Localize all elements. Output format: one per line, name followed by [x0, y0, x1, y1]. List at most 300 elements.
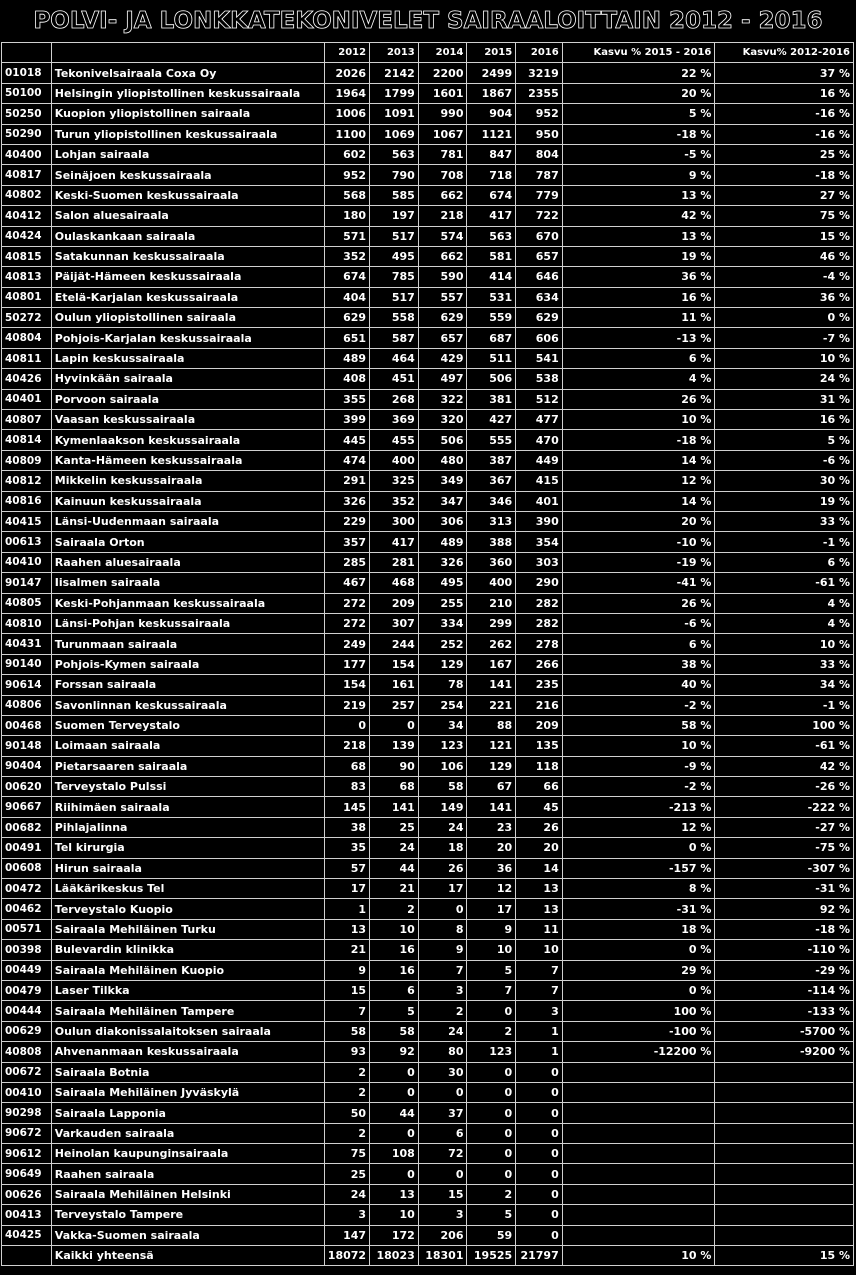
- growth-2015-2016: -100 %: [562, 1021, 715, 1041]
- value-2016: 7: [516, 980, 563, 1000]
- growth-2015-2016: 42 %: [562, 206, 715, 226]
- value-2013: 307: [370, 613, 419, 633]
- hospital-code: 40810: [2, 613, 52, 633]
- value-2012: 352: [324, 246, 369, 266]
- table-row: [2, 899, 854, 919]
- value-2016: 722: [516, 206, 563, 226]
- value-2012: 1006: [324, 104, 369, 124]
- column-header: Kasvu % 2015 - 2016: [562, 43, 715, 63]
- value-2014: 0: [418, 1164, 467, 1184]
- value-2016: 3: [516, 1001, 563, 1021]
- table-row: [2, 206, 854, 226]
- hospital-code: 00449: [2, 960, 52, 980]
- growth-2012-2016: -18 %: [715, 165, 854, 185]
- growth-2012-2016: 75 %: [715, 206, 854, 226]
- value-2014: 18301: [418, 1246, 467, 1266]
- table-header-row: [2, 43, 854, 63]
- growth-2015-2016: -31 %: [562, 899, 715, 919]
- growth-2012-2016: 25 %: [715, 144, 854, 164]
- value-2016: 14: [516, 858, 563, 878]
- value-2016: 449: [516, 450, 563, 470]
- growth-2015-2016: 11 %: [562, 308, 715, 328]
- value-2013: 0: [370, 1062, 419, 1082]
- hospital-name: Suomen Terveystalo: [51, 715, 324, 735]
- value-2014: 18: [418, 838, 467, 858]
- table-row: [2, 1042, 854, 1062]
- hospital-name: Päijät-Hämeen keskussairaala: [51, 267, 324, 287]
- value-2012: 3: [324, 1205, 369, 1225]
- hospital-code: 40813: [2, 267, 52, 287]
- value-2015: 0: [467, 1062, 516, 1082]
- value-2016: 541: [516, 348, 563, 368]
- value-2012: 83: [324, 777, 369, 797]
- column-header: 2016: [516, 43, 563, 63]
- value-2013: 1069: [370, 124, 419, 144]
- table-row: [2, 1021, 854, 1041]
- value-2016: 135: [516, 736, 563, 756]
- value-2013: 0: [370, 1123, 419, 1143]
- value-2015: 674: [467, 185, 516, 205]
- value-2016: 20: [516, 838, 563, 858]
- value-2012: 15: [324, 980, 369, 1000]
- hospital-name: Pohjois-Kymen sairaala: [51, 654, 324, 674]
- hospital-name: Sairaala Orton: [51, 532, 324, 552]
- hospital-code: 90298: [2, 1103, 52, 1123]
- hospital-code: 00479: [2, 980, 52, 1000]
- growth-2012-2016: 33 %: [715, 511, 854, 531]
- table-row: [2, 104, 854, 124]
- growth-2012-2016: 16 %: [715, 410, 854, 430]
- value-2016: 0: [516, 1144, 563, 1164]
- hospital-code: 40410: [2, 552, 52, 572]
- hospital-name: Porvoon sairaala: [51, 389, 324, 409]
- growth-2015-2016: -6 %: [562, 613, 715, 633]
- value-2014: 218: [418, 206, 467, 226]
- value-2012: 50: [324, 1103, 369, 1123]
- value-2015: 367: [467, 471, 516, 491]
- value-2013: 24: [370, 838, 419, 858]
- value-2014: 149: [418, 797, 467, 817]
- value-2012: 1: [324, 899, 369, 919]
- hospital-name: Turunmaan sairaala: [51, 634, 324, 654]
- column-header: Kasvu% 2012-2016: [715, 43, 854, 63]
- column-header: 2013: [370, 43, 419, 63]
- value-2013: 10: [370, 1205, 419, 1225]
- table-row: [2, 1001, 854, 1021]
- growth-2015-2016: -41 %: [562, 573, 715, 593]
- value-2016: 1: [516, 1042, 563, 1062]
- value-2012: 147: [324, 1225, 369, 1245]
- hospital-code: 40431: [2, 634, 52, 654]
- hospital-code: 00613: [2, 532, 52, 552]
- growth-2015-2016: [562, 1103, 715, 1123]
- hospital-code: 00472: [2, 879, 52, 899]
- value-2014: 3: [418, 1205, 467, 1225]
- value-2015: 427: [467, 410, 516, 430]
- value-2012: 445: [324, 430, 369, 450]
- value-2016: 266: [516, 654, 563, 674]
- table-row: [2, 552, 854, 572]
- growth-2012-2016: 15 %: [715, 1246, 854, 1266]
- table-body: [2, 63, 854, 1266]
- value-2012: 9: [324, 960, 369, 980]
- value-2015: 381: [467, 389, 516, 409]
- growth-2015-2016: -5 %: [562, 144, 715, 164]
- value-2014: 662: [418, 246, 467, 266]
- hospital-code: 00491: [2, 838, 52, 858]
- growth-2012-2016: 36 %: [715, 287, 854, 307]
- value-2015: 36: [467, 858, 516, 878]
- table-row: [2, 1184, 854, 1204]
- growth-2015-2016: 58 %: [562, 715, 715, 735]
- growth-2012-2016: -31 %: [715, 879, 854, 899]
- table-row: [2, 613, 854, 633]
- growth-2015-2016: -213 %: [562, 797, 715, 817]
- value-2015: 88: [467, 715, 516, 735]
- table-row: [2, 675, 854, 695]
- value-2013: 468: [370, 573, 419, 593]
- value-2016: 538: [516, 369, 563, 389]
- hospital-code: 00672: [2, 1062, 52, 1082]
- value-2013: 13: [370, 1184, 419, 1204]
- hospital-code: 40415: [2, 511, 52, 531]
- hospital-code: 00468: [2, 715, 52, 735]
- value-2013: 5: [370, 1001, 419, 1021]
- value-2014: 322: [418, 389, 467, 409]
- value-2012: 2: [324, 1082, 369, 1102]
- growth-2015-2016: 0 %: [562, 838, 715, 858]
- value-2015: 121: [467, 736, 516, 756]
- value-2013: 790: [370, 165, 419, 185]
- value-2013: 268: [370, 389, 419, 409]
- table-row: [2, 695, 854, 715]
- hospital-name: Kuopion yliopistollinen sairaala: [51, 104, 324, 124]
- value-2012: 180: [324, 206, 369, 226]
- value-2016: 7: [516, 960, 563, 980]
- hospital-code: [2, 1246, 52, 1266]
- hospital-name: Bulevardin klinikka: [51, 940, 324, 960]
- growth-2015-2016: -10 %: [562, 532, 715, 552]
- value-2012: 629: [324, 308, 369, 328]
- growth-2015-2016: 16 %: [562, 287, 715, 307]
- value-2016: 66: [516, 777, 563, 797]
- hospital-name: Laser Tilkka: [51, 980, 324, 1000]
- growth-2012-2016: [715, 1082, 854, 1102]
- value-2014: 8: [418, 919, 467, 939]
- value-2014: 480: [418, 450, 467, 470]
- value-2014: 489: [418, 532, 467, 552]
- value-2012: 57: [324, 858, 369, 878]
- value-2014: 129: [418, 654, 467, 674]
- hospital-name: Keski-Suomen keskussairaala: [51, 185, 324, 205]
- hospital-name: Raahen aluesairaala: [51, 552, 324, 572]
- hospital-code: 40812: [2, 471, 52, 491]
- hospital-name: Sairaala Mehiläinen Jyväskylä: [51, 1082, 324, 1102]
- value-2012: 177: [324, 654, 369, 674]
- growth-2012-2016: 30 %: [715, 471, 854, 491]
- growth-2012-2016: 33 %: [715, 654, 854, 674]
- table-row: [2, 226, 854, 246]
- value-2015: 2499: [467, 63, 516, 83]
- growth-2012-2016: [715, 1123, 854, 1143]
- hospital-name: Iisalmen sairaala: [51, 573, 324, 593]
- value-2014: 708: [418, 165, 467, 185]
- value-2015: 563: [467, 226, 516, 246]
- growth-2015-2016: 100 %: [562, 1001, 715, 1021]
- value-2012: 229: [324, 511, 369, 531]
- table-row: [2, 450, 854, 470]
- hospital-code: 40412: [2, 206, 52, 226]
- table-row: [2, 410, 854, 430]
- value-2012: 21: [324, 940, 369, 960]
- value-2013: 400: [370, 450, 419, 470]
- value-2014: 30: [418, 1062, 467, 1082]
- hospital-name: Ahvenanmaan keskussairaala: [51, 1042, 324, 1062]
- value-2016: 415: [516, 471, 563, 491]
- hospital-name: Pihlajalinna: [51, 817, 324, 837]
- value-2014: 252: [418, 634, 467, 654]
- hospital-name: Lapin keskussairaala: [51, 348, 324, 368]
- value-2012: 952: [324, 165, 369, 185]
- hospital-code: 40400: [2, 144, 52, 164]
- data-table: [1, 42, 854, 1266]
- growth-2012-2016: -61 %: [715, 573, 854, 593]
- hospital-name: Satakunnan keskussairaala: [51, 246, 324, 266]
- table-row: [2, 246, 854, 266]
- value-2014: 24: [418, 1021, 467, 1041]
- value-2014: 347: [418, 491, 467, 511]
- value-2016: 787: [516, 165, 563, 185]
- hospital-name: Varkauden sairaala: [51, 1123, 324, 1143]
- value-2013: 209: [370, 593, 419, 613]
- value-2013: 517: [370, 226, 419, 246]
- value-2013: 1799: [370, 83, 419, 103]
- value-2012: 2: [324, 1123, 369, 1143]
- value-2013: 139: [370, 736, 419, 756]
- growth-2015-2016: [562, 1082, 715, 1102]
- value-2013: 464: [370, 348, 419, 368]
- hospital-code: 00462: [2, 899, 52, 919]
- value-2013: 108: [370, 1144, 419, 1164]
- hospital-name: Kaikki yhteensä: [51, 1246, 324, 1266]
- value-2012: 24: [324, 1184, 369, 1204]
- value-2012: 674: [324, 267, 369, 287]
- table-row: [2, 328, 854, 348]
- value-2016: 952: [516, 104, 563, 124]
- value-2016: 670: [516, 226, 563, 246]
- growth-2012-2016: 4 %: [715, 613, 854, 633]
- growth-2012-2016: -1 %: [715, 695, 854, 715]
- hospital-code: 00626: [2, 1184, 52, 1204]
- hospital-name: Hyvinkään sairaala: [51, 369, 324, 389]
- value-2015: 0: [467, 1103, 516, 1123]
- growth-2015-2016: -18 %: [562, 430, 715, 450]
- growth-2012-2016: [715, 1184, 854, 1204]
- hospital-code: 50250: [2, 104, 52, 124]
- value-2015: 67: [467, 777, 516, 797]
- growth-2012-2016: 34 %: [715, 675, 854, 695]
- table-row: [2, 1225, 854, 1245]
- growth-2012-2016: [715, 1103, 854, 1123]
- value-2014: 497: [418, 369, 467, 389]
- value-2013: 451: [370, 369, 419, 389]
- table-row: [2, 858, 854, 878]
- growth-2012-2016: -61 %: [715, 736, 854, 756]
- value-2014: 78: [418, 675, 467, 695]
- growth-2012-2016: -110 %: [715, 940, 854, 960]
- growth-2015-2016: -9 %: [562, 756, 715, 776]
- value-2015: 210: [467, 593, 516, 613]
- value-2016: 13: [516, 899, 563, 919]
- value-2012: 58: [324, 1021, 369, 1041]
- value-2016: 950: [516, 124, 563, 144]
- hospital-code: 90404: [2, 756, 52, 776]
- growth-2012-2016: -18 %: [715, 919, 854, 939]
- hospital-code: 40817: [2, 165, 52, 185]
- value-2013: 172: [370, 1225, 419, 1245]
- value-2013: 197: [370, 206, 419, 226]
- growth-2012-2016: 10 %: [715, 348, 854, 368]
- value-2013: 0: [370, 715, 419, 735]
- value-2014: 1067: [418, 124, 467, 144]
- value-2013: 587: [370, 328, 419, 348]
- value-2016: 512: [516, 389, 563, 409]
- growth-2012-2016: [715, 1062, 854, 1082]
- growth-2015-2016: -2 %: [562, 695, 715, 715]
- value-2015: 2: [467, 1021, 516, 1041]
- value-2012: 272: [324, 593, 369, 613]
- value-2013: 244: [370, 634, 419, 654]
- value-2016: 3219: [516, 63, 563, 83]
- value-2016: 470: [516, 430, 563, 450]
- value-2015: 346: [467, 491, 516, 511]
- growth-2012-2016: -16 %: [715, 104, 854, 124]
- value-2013: 0: [370, 1164, 419, 1184]
- value-2012: 404: [324, 287, 369, 307]
- hospital-code: 40401: [2, 389, 52, 409]
- growth-2012-2016: -26 %: [715, 777, 854, 797]
- hospital-name: Seinäjoen keskussairaala: [51, 165, 324, 185]
- growth-2012-2016: -5700 %: [715, 1021, 854, 1041]
- hospital-name: Terveystalo Kuopio: [51, 899, 324, 919]
- value-2014: 206: [418, 1225, 467, 1245]
- value-2013: 325: [370, 471, 419, 491]
- table-row: [2, 532, 854, 552]
- growth-2015-2016: [562, 1062, 715, 1082]
- value-2015: 360: [467, 552, 516, 572]
- growth-2012-2016: 31 %: [715, 389, 854, 409]
- value-2016: 13: [516, 879, 563, 899]
- hospital-name: Salon aluesairaala: [51, 206, 324, 226]
- table-row: [2, 797, 854, 817]
- table-row: [2, 267, 854, 287]
- value-2013: 585: [370, 185, 419, 205]
- growth-2012-2016: 19 %: [715, 491, 854, 511]
- value-2013: 21: [370, 879, 419, 899]
- value-2015: 1867: [467, 83, 516, 103]
- growth-2015-2016: 20 %: [562, 511, 715, 531]
- hospital-code: 40805: [2, 593, 52, 613]
- growth-2015-2016: [562, 1144, 715, 1164]
- value-2014: 254: [418, 695, 467, 715]
- value-2014: 990: [418, 104, 467, 124]
- hospital-name: Vaasan keskussairaala: [51, 410, 324, 430]
- hospital-name: Pietarsaaren sairaala: [51, 756, 324, 776]
- table-row: [2, 369, 854, 389]
- growth-2012-2016: [715, 1164, 854, 1184]
- growth-2015-2016: 40 %: [562, 675, 715, 695]
- value-2015: 141: [467, 675, 516, 695]
- value-2012: 651: [324, 328, 369, 348]
- growth-2015-2016: -13 %: [562, 328, 715, 348]
- hospital-code: 40424: [2, 226, 52, 246]
- hospital-code: 90147: [2, 573, 52, 593]
- growth-2015-2016: 22 %: [562, 63, 715, 83]
- value-2015: 5: [467, 960, 516, 980]
- value-2015: 7: [467, 980, 516, 1000]
- growth-2012-2016: -114 %: [715, 980, 854, 1000]
- hospital-name: Sairaala Botnia: [51, 1062, 324, 1082]
- value-2013: 68: [370, 777, 419, 797]
- table-row: [2, 593, 854, 613]
- hospital-code: 40807: [2, 410, 52, 430]
- value-2012: 326: [324, 491, 369, 511]
- value-2013: 6: [370, 980, 419, 1000]
- table-row: [2, 144, 854, 164]
- growth-2015-2016: 26 %: [562, 389, 715, 409]
- hospital-code: 40802: [2, 185, 52, 205]
- table-row: [2, 1082, 854, 1102]
- growth-2015-2016: -12200 %: [562, 1042, 715, 1062]
- growth-2015-2016: -2 %: [562, 777, 715, 797]
- value-2016: 1: [516, 1021, 563, 1041]
- value-2014: 662: [418, 185, 467, 205]
- hospital-name: Sairaala Mehiläinen Kuopio: [51, 960, 324, 980]
- value-2012: 602: [324, 144, 369, 164]
- growth-2015-2016: 8 %: [562, 879, 715, 899]
- growth-2012-2016: [715, 1205, 854, 1225]
- hospital-code: 40804: [2, 328, 52, 348]
- column-header: 2014: [418, 43, 467, 63]
- value-2016: 0: [516, 1103, 563, 1123]
- table-row: [2, 1062, 854, 1082]
- value-2015: 299: [467, 613, 516, 633]
- value-2012: 17: [324, 879, 369, 899]
- growth-2012-2016: -222 %: [715, 797, 854, 817]
- value-2013: 257: [370, 695, 419, 715]
- value-2016: 804: [516, 144, 563, 164]
- value-2012: 489: [324, 348, 369, 368]
- table-row: [2, 960, 854, 980]
- table-row: [2, 389, 854, 409]
- value-2016: 282: [516, 613, 563, 633]
- value-2012: 218: [324, 736, 369, 756]
- hospital-code: 40814: [2, 430, 52, 450]
- value-2016: 235: [516, 675, 563, 695]
- growth-2015-2016: 13 %: [562, 226, 715, 246]
- value-2012: 1964: [324, 83, 369, 103]
- value-2014: 0: [418, 899, 467, 919]
- value-2015: 313: [467, 511, 516, 531]
- value-2013: 25: [370, 817, 419, 837]
- growth-2015-2016: 29 %: [562, 960, 715, 980]
- growth-2012-2016: 42 %: [715, 756, 854, 776]
- hospital-name: Sairaala Mehiläinen Turku: [51, 919, 324, 939]
- value-2014: 781: [418, 144, 467, 164]
- growth-2015-2016: 18 %: [562, 919, 715, 939]
- value-2013: 369: [370, 410, 419, 430]
- hospital-code: 40806: [2, 695, 52, 715]
